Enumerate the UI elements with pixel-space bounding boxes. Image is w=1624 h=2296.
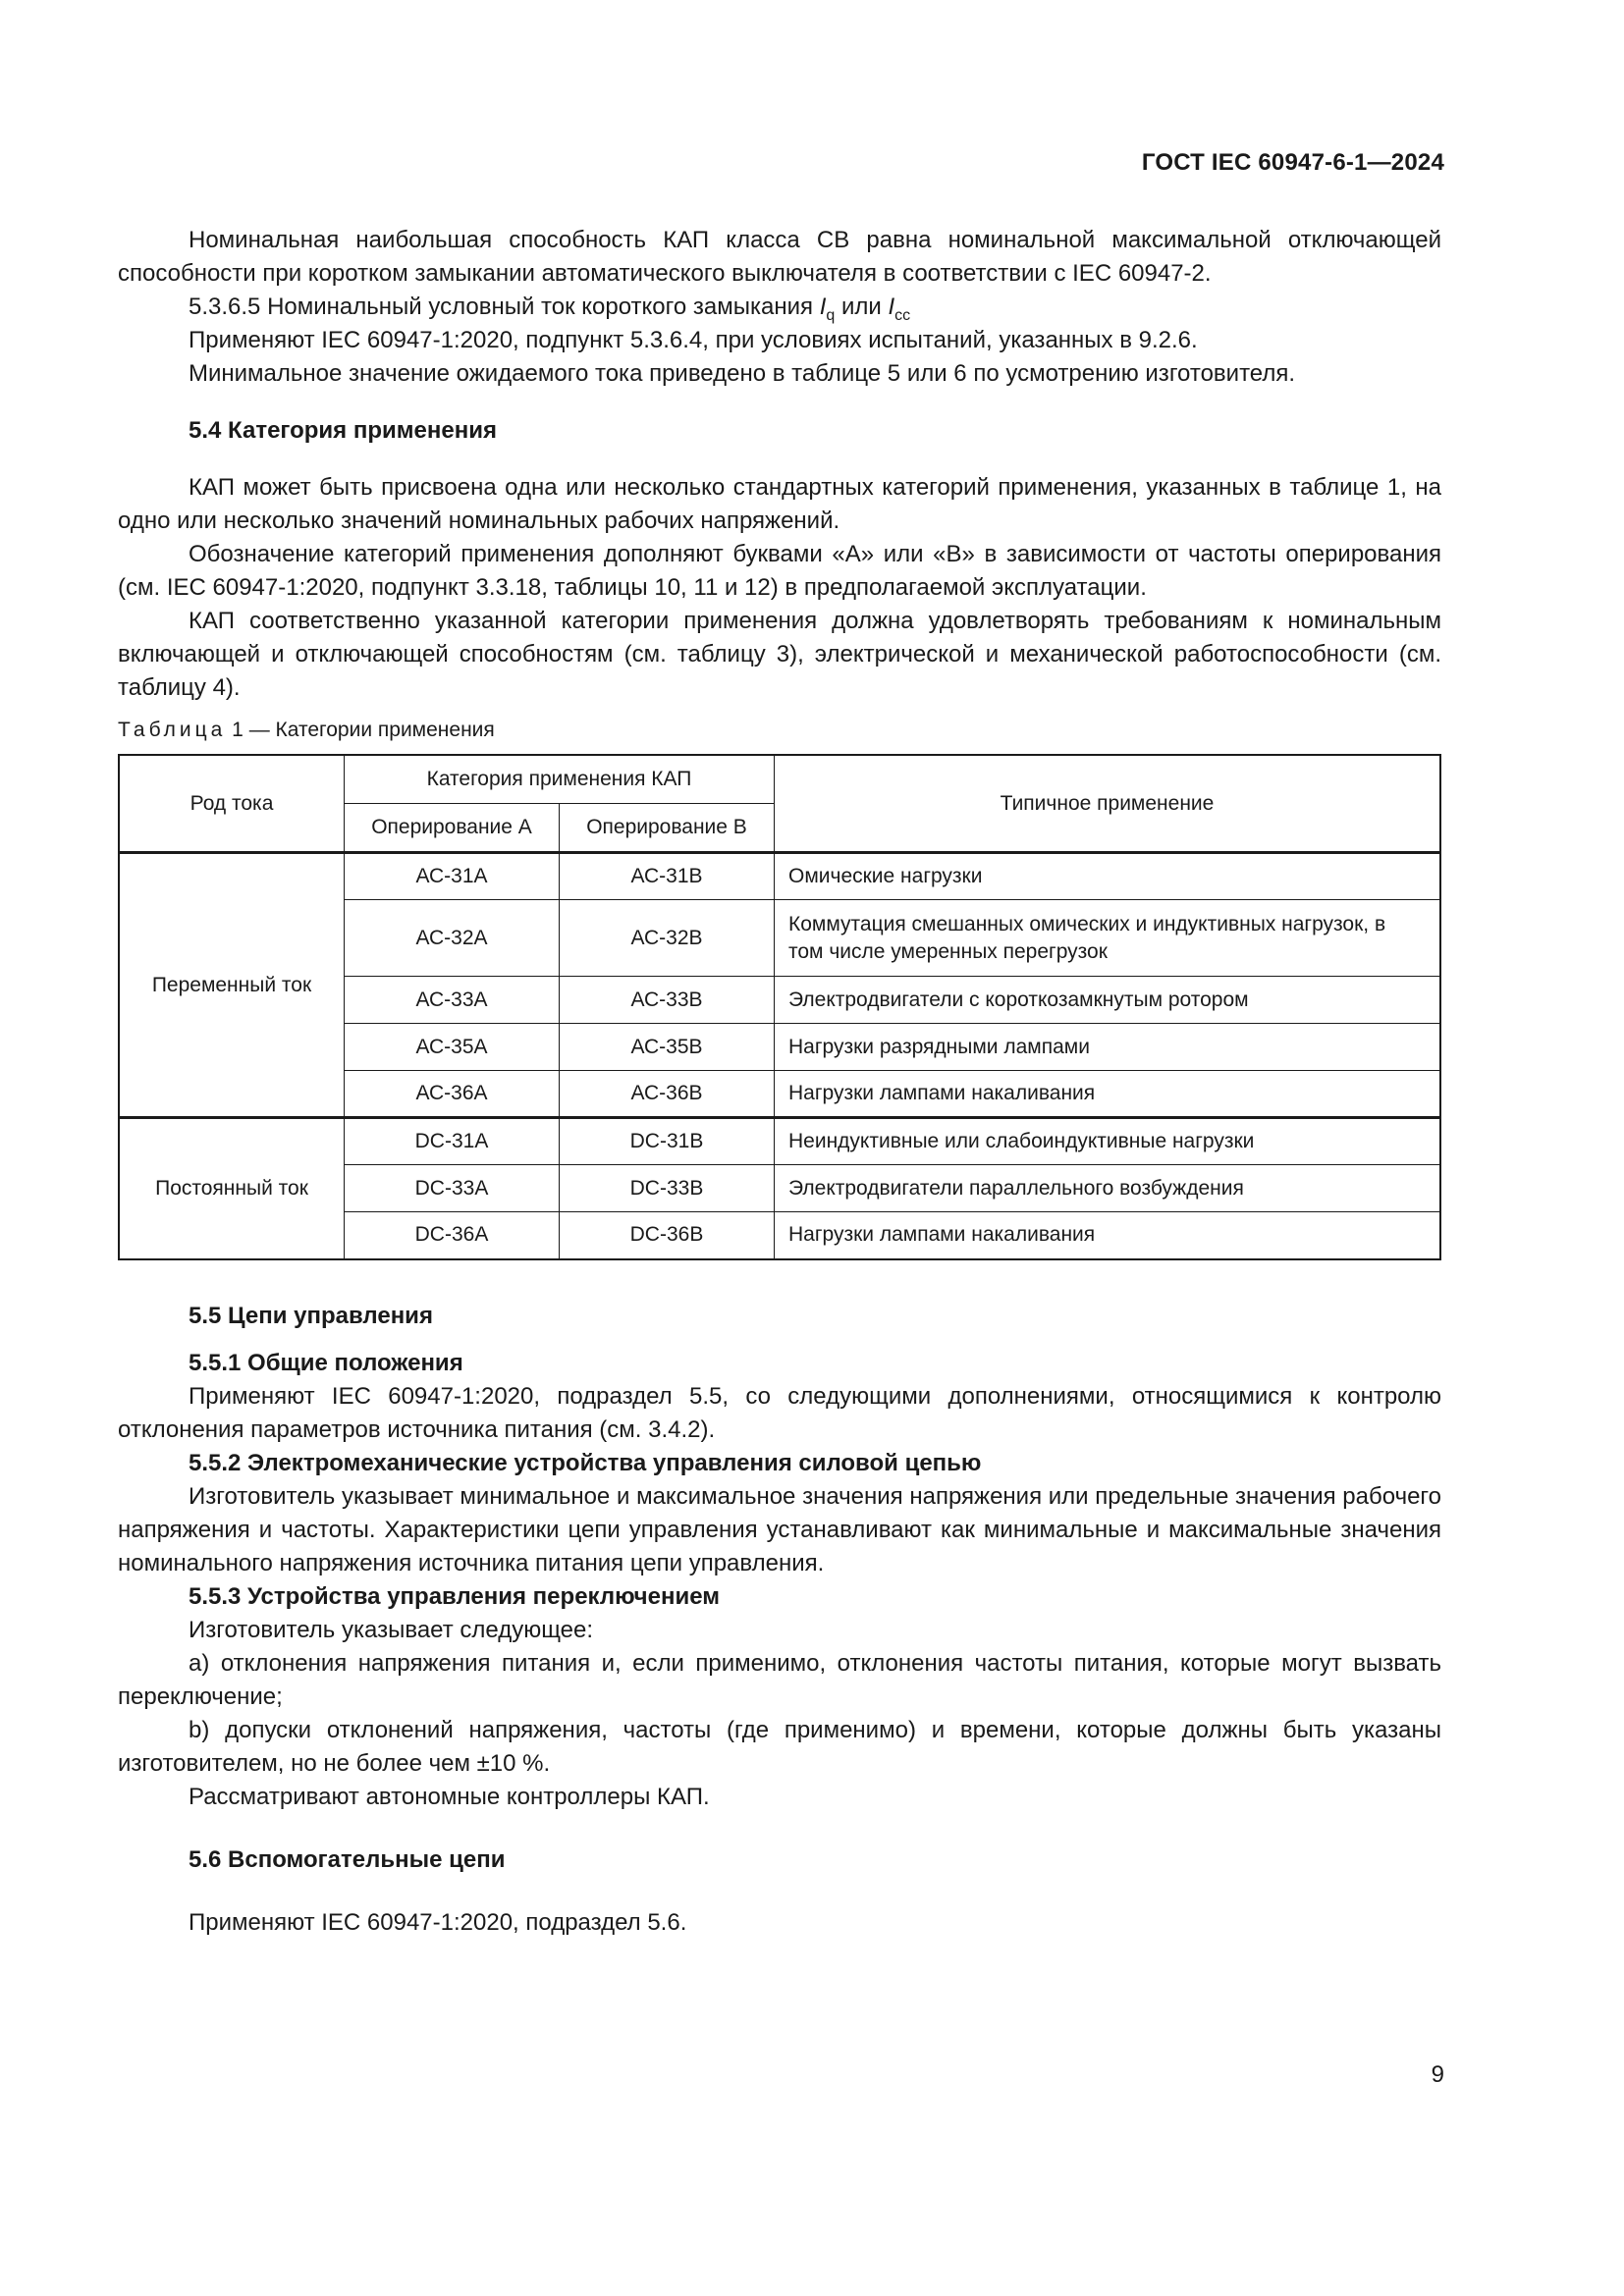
cell-op-a: DC-36A xyxy=(345,1212,560,1259)
intro-paragraph-3: Применяют IEC 60947-1:2020, подпункт 5.3.6.4, при условиях испытаний, указанных в 9.2.6. xyxy=(189,327,1198,353)
section-5-5-3-intro: Изготовитель указывает следующее: xyxy=(189,1616,594,1643)
row-group-kind: Постоянный ток xyxy=(119,1118,345,1259)
cell-application: Омические нагрузки xyxy=(775,853,1441,900)
clause-5-3-6-5-text: 5.3.6.5 Номинальный условный ток короткого замыкания xyxy=(189,294,820,320)
cell-op-a: DC-31A xyxy=(345,1118,560,1165)
section-5-4-paragraph-1: КАП может быть присвоена одна или несколько стандартных категорий применения, указанных в таблице 1, на одно или несколько значений номинальных рабочих напряжений. xyxy=(118,474,1441,534)
table-row xyxy=(119,853,1440,900)
row-group-kind: Переменный ток xyxy=(119,853,345,1118)
table-caption-title: 1 — Категории применения xyxy=(226,719,495,741)
subscript-cc: cc xyxy=(894,307,911,324)
table-row xyxy=(119,1118,1440,1165)
section-5-5-3-closing: Рассматривают автономные контроллеры КАП. xyxy=(189,1783,710,1810)
intro-paragraph-1: Номинальная наибольшая способность КАП класса СВ равна номинальной максимальной отключающей способности при коротком замыкании автоматического выключателя в соответствии с IEC 60947-2. xyxy=(118,227,1441,287)
cell-op-a: АС-31А xyxy=(345,853,560,900)
section-5-5-1-paragraph: Применяют IEC 60947-1:2020, подраздел 5.5, со следующими дополнениями, относящимися к контролю отклонения параметров источника питания (см. 3.4.2). xyxy=(118,1382,1441,1443)
cell-application: Нагрузки лампами накаливания xyxy=(775,1071,1441,1118)
section-5-4-paragraph-2: Обозначение категорий применения дополняют буквами «А» или «В» в зависимости от частоты оперирования (см. IEC 60947-1:2020, подпункт 3.3.18, таблицы 10, 11 и 12) в предполагаемой эксплуатации. xyxy=(118,541,1441,601)
section-5-6-paragraph: Применяют IEC 60947-1:2020, подраздел 5.6. xyxy=(189,1908,687,1936)
section-5-4-heading: 5.4 Категория применения xyxy=(189,417,497,444)
section-5-5-2-paragraph: Изготовитель указывает минимальное и максимальное значения напряжения или предельные значения рабочего напряжения и частоты. Характеристики цепи управления устанавливают как минимальные и максимальные значения номинального напряжения источника питания цепи управления. xyxy=(118,1482,1441,1576)
cell-op-b: АС-33В xyxy=(560,977,775,1024)
symbol-iq: I xyxy=(819,294,827,320)
column-header-application: Типичное применение xyxy=(775,755,1441,853)
intro-paragraph-4: Минимальное значение ожидаемого тока приведено в таблице 5 или 6 по усмотрению изготовителя. xyxy=(189,360,1296,387)
document-header: ГОСТ IEC 60947-6-1—2024 xyxy=(1141,149,1444,176)
cell-op-b: АС-35В xyxy=(560,1024,775,1071)
cell-op-b: DC-36B xyxy=(560,1212,775,1259)
cell-op-a: АС-32А xyxy=(345,900,560,977)
page-number: 9 xyxy=(1431,2061,1444,2088)
cell-op-b: DC-31B xyxy=(560,1118,775,1165)
section-5-5-3-heading: 5.5.3 Устройства управления переключением xyxy=(189,1582,720,1610)
cell-op-b: АС-36В xyxy=(560,1071,775,1118)
column-header-category: Категория применения КАП xyxy=(345,755,775,804)
clause-5-3-6-5-or: или xyxy=(835,294,889,320)
table-1-caption xyxy=(118,717,1441,744)
section-5-6-heading: 5.6 Вспомогательные цепи xyxy=(189,1845,506,1873)
cell-op-b: АС-31В xyxy=(560,853,775,900)
cell-op-b: АС-32В xyxy=(560,900,775,977)
page-content xyxy=(118,224,1441,1940)
cell-op-a: DC-33A xyxy=(345,1165,560,1212)
clause-5-3-6-5 xyxy=(118,291,1441,324)
cell-application: Электродвигатели параллельного возбуждения xyxy=(775,1165,1441,1212)
cell-application: Коммутация смешанных омических и индуктивных нагрузок, в том числе умеренных перегрузок xyxy=(775,900,1441,977)
section-5-4-paragraph-3: КАП соответственно указанной категории применения должна удовлетворять требованиям к номинальным включающей и отключающей способностям (см. таблицу 3), электрической и механической работоспособности (см. таблицу 4). xyxy=(118,608,1441,701)
section-5-5-2-heading: 5.5.2 Электромеханические устройства управления силовой цепью xyxy=(189,1449,982,1476)
column-header-kind: Род тока xyxy=(119,755,345,853)
section-5-5-1-heading: 5.5.1 Общие положения xyxy=(189,1349,463,1376)
symbol-icc: I xyxy=(888,294,895,320)
section-5-5-heading: 5.5 Цепи управления xyxy=(189,1302,433,1329)
table-caption-word: Таблица xyxy=(118,719,227,741)
cell-application: Нагрузки разрядными лампами xyxy=(775,1024,1441,1071)
cell-op-a: АС-35А xyxy=(345,1024,560,1071)
cell-application: Неиндуктивные или слабоиндуктивные нагрузки xyxy=(775,1118,1441,1165)
section-5-5-3-item-a: а) отклонения напряжения питания и, если применимо, отклонения частоты питания, которые могут вызвать переключение; xyxy=(118,1649,1441,1710)
cell-op-b: DC-33B xyxy=(560,1165,775,1212)
column-header-op-a: Оперирование А xyxy=(345,804,560,853)
table-1-categories xyxy=(118,754,1441,1260)
column-header-op-b: Оперирование В xyxy=(560,804,775,853)
subscript-q: q xyxy=(826,307,836,324)
cell-op-a: АС-36А xyxy=(345,1071,560,1118)
section-5-5-3-item-b: b) допуски отклонений напряжения, частоты (где применимо) и времени, которые должны быть указаны изготовителем, но не более чем ±10 %. xyxy=(118,1716,1441,1777)
cell-application: Нагрузки лампами накаливания xyxy=(775,1212,1441,1259)
cell-application: Электродвигатели с короткозамкнутым ротором xyxy=(775,977,1441,1024)
cell-op-a: АС-33А xyxy=(345,977,560,1024)
